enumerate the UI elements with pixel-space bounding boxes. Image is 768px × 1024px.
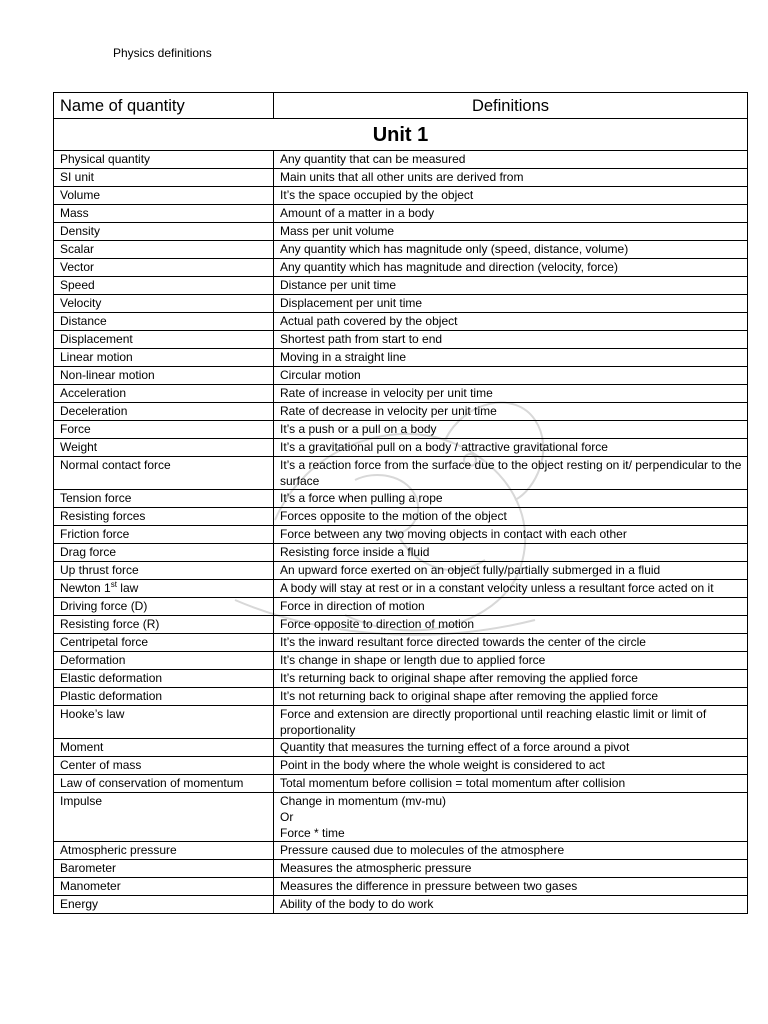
- quantity-name: [54, 775, 274, 793]
- definition-line: Point in the body where the whole weight is considered to act: [280, 758, 605, 772]
- definition: [274, 580, 748, 598]
- definition: [274, 439, 748, 457]
- quantity-name: [54, 295, 274, 313]
- table-row: [54, 259, 748, 277]
- definition: [274, 842, 748, 860]
- definition-line: Circular motion: [280, 368, 361, 382]
- quantity-name: [54, 508, 274, 526]
- quantity-name: [54, 331, 274, 349]
- quantity-name: [54, 490, 274, 508]
- definition-line: Any quantity which has magnitude only (speed, distance, volume): [280, 242, 629, 256]
- definition: [274, 421, 748, 439]
- quantity-name: [54, 842, 274, 860]
- quantity-name-text: Manometer: [60, 879, 121, 893]
- quantity-name: [54, 403, 274, 421]
- quantity-name: [54, 860, 274, 878]
- table-row: [54, 169, 748, 187]
- definition: [274, 739, 748, 757]
- definition-line: It’s a reaction force from the surface due to the object resting on it/ perpendicular to the surface: [280, 458, 742, 488]
- table-row: [54, 878, 748, 896]
- quantity-name: [54, 187, 274, 205]
- definition-line: Quantity that measures the turning effect of a force around a pivot: [280, 740, 630, 754]
- definition-line: Rate of decrease in velocity per unit time: [280, 404, 497, 418]
- definition-line: Rate of increase in velocity per unit time: [280, 386, 493, 400]
- quantity-name-text: Centripetal force: [60, 635, 149, 649]
- table-row: [54, 580, 748, 598]
- definition-line: It’s the inward resultant force directed towards the center of the circle: [280, 635, 646, 649]
- header-row: [54, 93, 748, 119]
- quantity-name-text: Center of mass: [60, 758, 142, 772]
- quantity-name-text: Deformation: [60, 653, 126, 667]
- definition-line: Pressure caused due to molecules of the atmosphere: [280, 843, 565, 857]
- definition: [274, 562, 748, 580]
- definition: [274, 349, 748, 367]
- definition: [274, 706, 748, 739]
- ordinal-superscript: st: [110, 580, 117, 589]
- definitions-table: [53, 92, 748, 914]
- table-row: [54, 349, 748, 367]
- quantity-name-text: Law of conservation of momentum: [60, 776, 244, 790]
- table-row: [54, 331, 748, 349]
- quantity-name: [54, 544, 274, 562]
- definition-line: Any quantity which has magnitude and direction (velocity, force): [280, 260, 618, 274]
- definition-line: It’s change in shape or length due to applied force: [280, 653, 546, 667]
- definition: [274, 490, 748, 508]
- quantity-name: [54, 223, 274, 241]
- definition-line: Amount of a matter in a body: [280, 206, 435, 220]
- definition-line: It’s returning back to original shape after removing the applied force: [280, 671, 638, 685]
- quantity-name: [54, 670, 274, 688]
- definition-line: Total momentum before collision = total momentum after collision: [280, 776, 626, 790]
- definition: [274, 670, 748, 688]
- table-row: [54, 688, 748, 706]
- definition: [274, 223, 748, 241]
- quantity-name: [54, 526, 274, 544]
- quantity-name-text: Force: [60, 422, 91, 436]
- quantity-name-text: Vector: [60, 260, 95, 274]
- quantity-name-text: Moment: [60, 740, 104, 754]
- definition-line: Mass per unit volume: [280, 224, 395, 238]
- quantity-name-text: Elastic deformation: [60, 671, 163, 685]
- quantity-name-suffix: law: [116, 581, 139, 595]
- table-row: [54, 670, 748, 688]
- quantity-name: [54, 598, 274, 616]
- quantity-name-text: Velocity: [60, 296, 102, 310]
- quantity-name: [54, 634, 274, 652]
- table-row: [54, 205, 748, 223]
- definition: [274, 652, 748, 670]
- quantity-name: [54, 793, 274, 842]
- quantity-name-text: Barometer: [60, 861, 117, 875]
- definition: [274, 151, 748, 169]
- definition: [274, 878, 748, 896]
- definition: [274, 205, 748, 223]
- definition: [274, 508, 748, 526]
- quantity-name: [54, 562, 274, 580]
- definition-line: Force * time: [280, 826, 345, 840]
- quantity-name-text: Plastic deformation: [60, 689, 163, 703]
- quantity-name-text: Density: [60, 224, 101, 238]
- definition-line: Measures the atmospheric pressure: [280, 861, 472, 875]
- quantity-name: [54, 349, 274, 367]
- quantity-name: [54, 616, 274, 634]
- quantity-name-text: Newton 1: [60, 581, 111, 595]
- definition: [274, 544, 748, 562]
- definition-line: Actual path covered by the object: [280, 314, 458, 328]
- definition-line: Measures the difference in pressure between two gases: [280, 879, 578, 893]
- quantity-name-text: Drag force: [60, 545, 117, 559]
- definition-line: It’s a push or a pull on a body: [280, 422, 437, 436]
- table-row: [54, 457, 748, 490]
- table-row: [54, 490, 748, 508]
- table-row: [54, 367, 748, 385]
- quantity-name: [54, 896, 274, 914]
- table-row: [54, 421, 748, 439]
- quantity-name: [54, 367, 274, 385]
- definition-line: Main units that all other units are derived from: [280, 170, 524, 184]
- quantity-name-text: Energy: [60, 897, 99, 911]
- definition: [274, 169, 748, 187]
- quantity-name: [54, 652, 274, 670]
- definition-line: Or: [280, 810, 294, 824]
- section-row: [54, 119, 748, 151]
- definition: [274, 757, 748, 775]
- quantity-name: [54, 706, 274, 739]
- table-row: [54, 526, 748, 544]
- definition-line: An upward force exerted on an object fully/partially submerged in a fluid: [280, 563, 661, 577]
- definition: [274, 775, 748, 793]
- quantity-name-text: Driving force (D): [60, 599, 148, 613]
- quantity-name-text: Distance: [60, 314, 107, 328]
- definition-line: Change in momentum (mv-mu): [280, 794, 447, 808]
- quantity-name-text: Atmospheric pressure: [60, 843, 177, 857]
- definition-line: Force opposite to direction of motion: [280, 617, 475, 631]
- quantity-name-text: Resisting forces: [60, 509, 146, 523]
- quantity-name-text: Hooke’s law: [60, 707, 125, 721]
- definition-line: Any quantity that can be measured: [280, 152, 466, 166]
- definition: [274, 457, 748, 490]
- quantity-name: [54, 457, 274, 490]
- definition-line: It’s the space occupied by the object: [280, 188, 474, 202]
- definition: [274, 860, 748, 878]
- definition: [274, 385, 748, 403]
- table-row: [54, 616, 748, 634]
- quantity-name: [54, 757, 274, 775]
- definition-line: Force between any two moving objects in contact with each other: [280, 527, 627, 541]
- table-row: [54, 508, 748, 526]
- quantity-name-text: Scalar: [60, 242, 95, 256]
- table-row: [54, 634, 748, 652]
- table-row: [54, 775, 748, 793]
- table-row: [54, 385, 748, 403]
- quantity-name: [54, 169, 274, 187]
- definition: [274, 295, 748, 313]
- table-row: [54, 757, 748, 775]
- table-row: [54, 241, 748, 259]
- header-name-of-quantity: Name of quantity: [54, 93, 274, 119]
- quantity-name-text: Non-linear motion: [60, 368, 155, 382]
- quantity-name: [54, 439, 274, 457]
- quantity-name: [54, 580, 274, 598]
- definition-line: Force and extension are directly proportional until reaching elastic limit or limit of proportionality: [280, 707, 707, 737]
- quantity-name-text: Weight: [60, 440, 98, 454]
- section-title: Unit 1: [54, 119, 748, 151]
- quantity-name: [54, 277, 274, 295]
- table-row: [54, 151, 748, 169]
- table-row: [54, 652, 748, 670]
- quantity-name-text: SI unit: [60, 170, 95, 184]
- table-row: [54, 860, 748, 878]
- table-row: [54, 403, 748, 421]
- table-row: [54, 706, 748, 739]
- definition-line: Shortest path from start to end: [280, 332, 443, 346]
- definition-line: Distance per unit time: [280, 278, 397, 292]
- table-row: [54, 739, 748, 757]
- definition: [274, 616, 748, 634]
- quantity-name: [54, 688, 274, 706]
- definition-line: Displacement per unit time: [280, 296, 423, 310]
- table-row: [54, 313, 748, 331]
- table-row: [54, 295, 748, 313]
- quantity-name-text: Resisting force (R): [60, 617, 160, 631]
- definition: [274, 403, 748, 421]
- table-row: [54, 793, 748, 842]
- quantity-name-text: Normal contact force: [60, 458, 171, 472]
- definition-line: A body will stay at rest or in a constant velocity unless a resultant force acted on it: [280, 581, 714, 595]
- quantity-name-text: Physical quantity: [60, 152, 151, 166]
- definition: [274, 896, 748, 914]
- table-row: [54, 896, 748, 914]
- definition-line: Moving in a straight line: [280, 350, 407, 364]
- table-row: [54, 223, 748, 241]
- table-row: [54, 562, 748, 580]
- quantity-name: [54, 241, 274, 259]
- definition: [274, 526, 748, 544]
- table-row: [54, 277, 748, 295]
- quantity-name-text: Mass: [60, 206, 89, 220]
- quantity-name-text: Friction force: [60, 527, 130, 541]
- quantity-name: [54, 313, 274, 331]
- definition: [274, 688, 748, 706]
- definition-line: It’s a gravitational pull on a body / attractive gravitational force: [280, 440, 608, 454]
- table-row: [54, 598, 748, 616]
- quantity-name-text: Speed: [60, 278, 95, 292]
- quantity-name-text: Volume: [60, 188, 101, 202]
- quantity-name: [54, 878, 274, 896]
- quantity-name-text: Up thrust force: [60, 563, 139, 577]
- definition-line: Force in direction of motion: [280, 599, 425, 613]
- table-row: [54, 544, 748, 562]
- definition: [274, 793, 748, 842]
- quantity-name: [54, 259, 274, 277]
- quantity-name-text: Deceleration: [60, 404, 128, 418]
- quantity-name: [54, 385, 274, 403]
- quantity-name: [54, 739, 274, 757]
- quantity-name: [54, 151, 274, 169]
- definition: [274, 313, 748, 331]
- quantity-name-text: Linear motion: [60, 350, 133, 364]
- table-row: [54, 842, 748, 860]
- quantity-name-text: Impulse: [60, 794, 103, 808]
- definition-line: Resisting force inside a fluid: [280, 545, 430, 559]
- quantity-name: [54, 421, 274, 439]
- definition-line: It’s a force when pulling a rope: [280, 491, 443, 505]
- quantity-name-text: Displacement: [60, 332, 133, 346]
- quantity-name-text: Tension force: [60, 491, 132, 505]
- definition: [274, 241, 748, 259]
- quantity-name: [54, 205, 274, 223]
- quantity-name-text: Acceleration: [60, 386, 127, 400]
- definition-line: Forces opposite to the motion of the object: [280, 509, 507, 523]
- definition: [274, 277, 748, 295]
- definition: [274, 259, 748, 277]
- document-title: Physics definitions: [113, 46, 212, 60]
- definition: [274, 367, 748, 385]
- table-row: [54, 187, 748, 205]
- definition: [274, 634, 748, 652]
- definition-line: Ability of the body to do work: [280, 897, 434, 911]
- definition: [274, 187, 748, 205]
- definition: [274, 331, 748, 349]
- definition-line: It’s not returning back to original shape after removing the applied force: [280, 689, 658, 703]
- table-row: [54, 439, 748, 457]
- header-definitions: Definitions: [274, 93, 748, 119]
- definition: [274, 598, 748, 616]
